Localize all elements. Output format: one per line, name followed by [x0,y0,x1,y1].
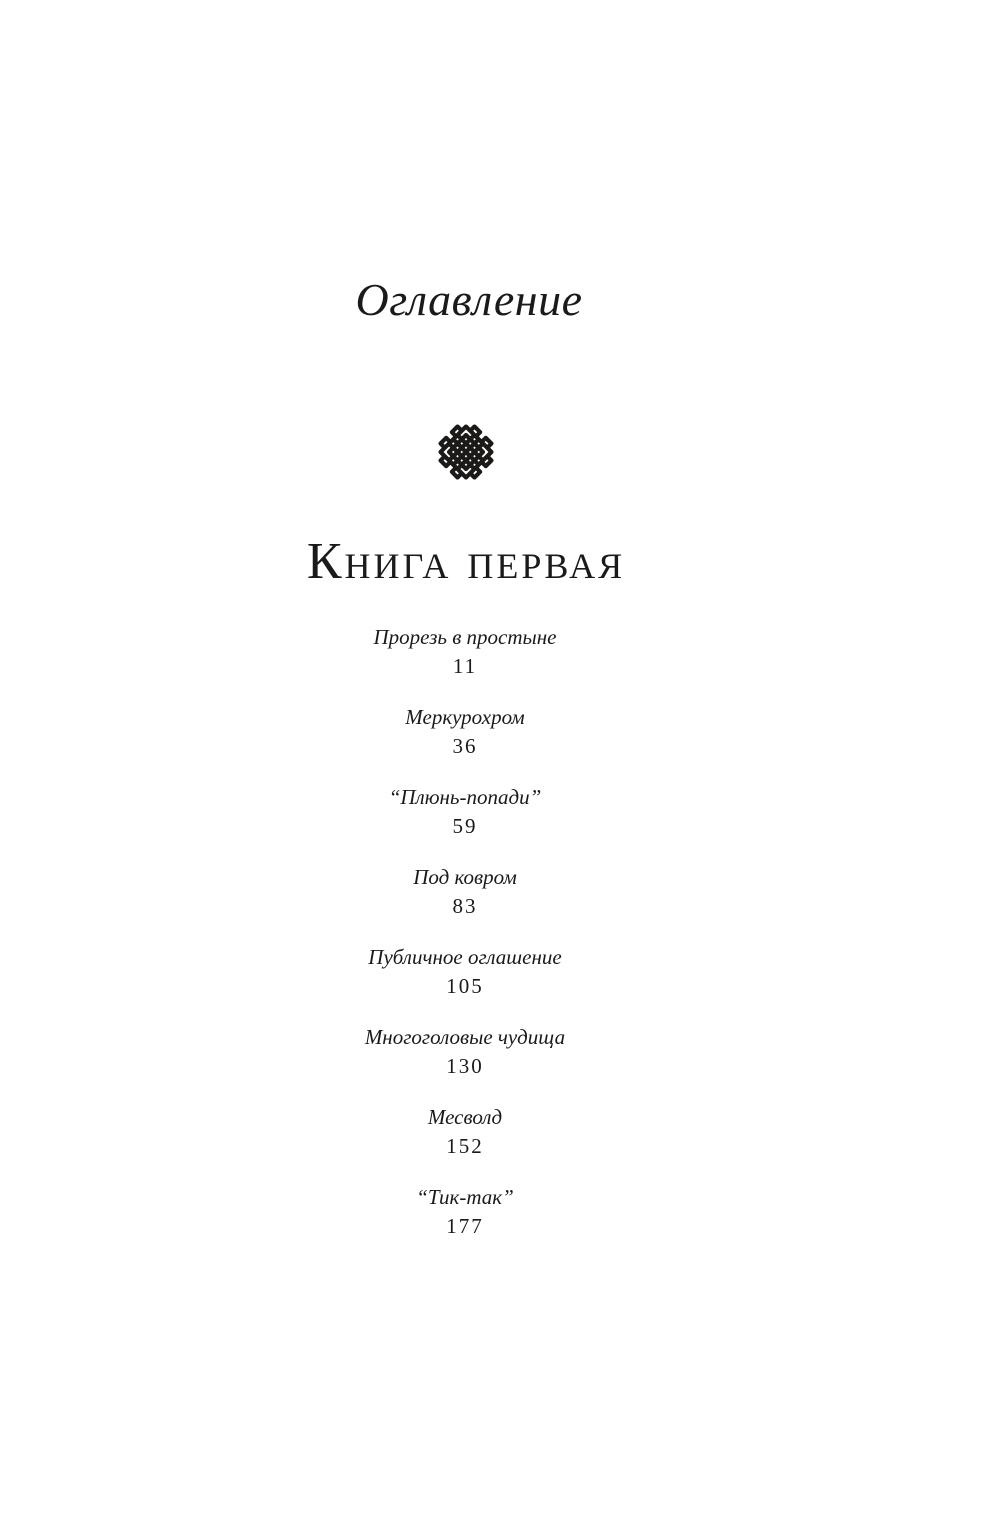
toc-entry[interactable] [0,942,930,1022]
toc-entries [0,622,930,1262]
toc-entry-page: 11 [452,654,478,678]
toc-entry-page: 177 [446,1214,484,1238]
toc-entry[interactable] [0,702,930,782]
toc-entry-title: Под ковром [413,865,517,889]
toc-entry[interactable] [0,1102,930,1182]
endless-knot-icon [434,420,498,484]
toc-entry[interactable] [0,862,930,942]
toc-entry-page: 83 [452,894,478,918]
toc-entry-title: Месволд [427,1105,503,1129]
toc-entry-page: 59 [452,814,478,838]
toc-entry-title: Публичное оглашение [368,945,562,969]
toc-entry-title: “Плюнь-попади” [388,785,542,809]
toc-entry[interactable] [0,1022,930,1102]
toc-entry[interactable] [0,1182,930,1262]
book-title: Книга первая [306,533,626,590]
toc-entry-title: “Тик-так” [416,1185,514,1209]
toc-entry-page: 105 [446,974,484,998]
toc-entry-page: 130 [446,1054,484,1078]
toc-entry-title: Меркурохром [405,705,525,729]
toc-entry[interactable] [0,622,930,702]
toc-entry-page: 152 [446,1134,484,1158]
toc-heading: Оглавление [355,274,583,325]
toc-entry-title: Прорезь в простыне [373,625,557,649]
toc-entry[interactable] [0,782,930,862]
toc-entry-page: 36 [452,734,478,758]
toc-entry-title: Многоголовые чудища [364,1025,566,1049]
